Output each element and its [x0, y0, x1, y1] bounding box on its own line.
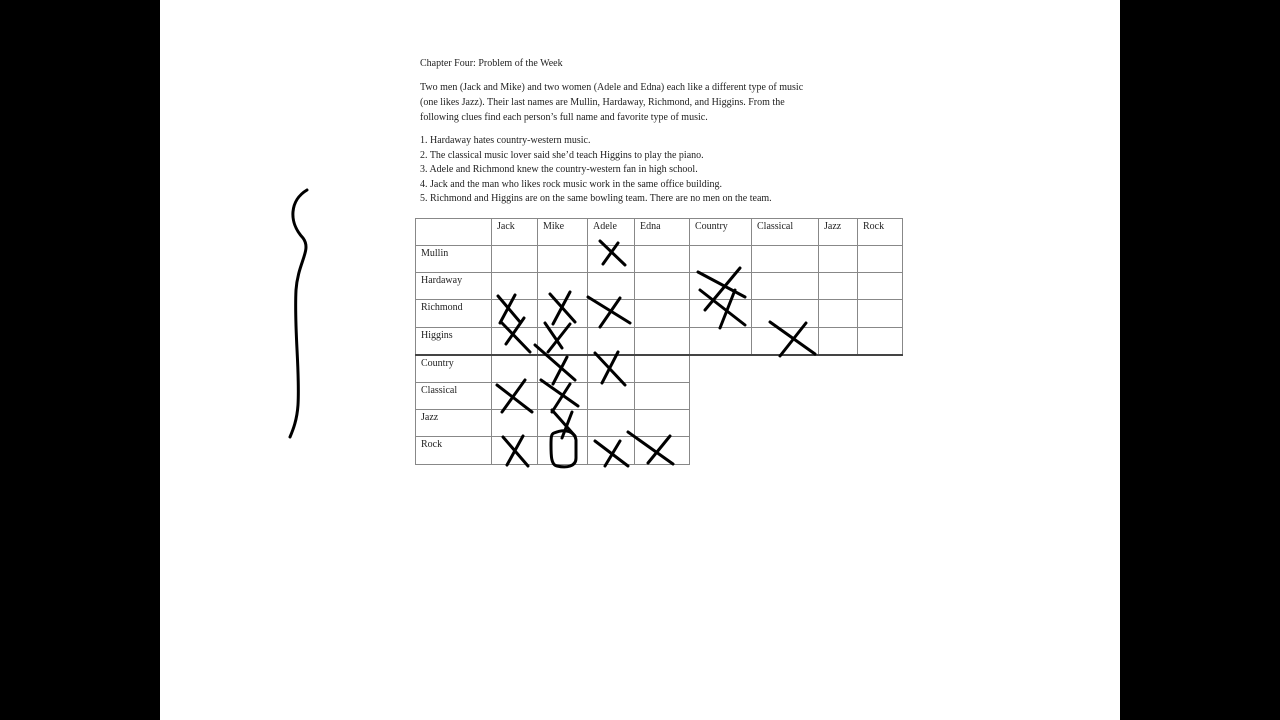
x-mark: [545, 323, 570, 352]
x-mark: [502, 318, 530, 352]
col-header-country: Country: [690, 219, 752, 246]
x-mark: [698, 268, 745, 310]
intro-line: following clues find each person’s full name and favorite type of music.: [420, 112, 708, 123]
row-header-classical: Classical: [416, 383, 492, 410]
clue-item: 5. Richmond and Higgins are on the same bowling team. There are no men on the team.: [420, 193, 772, 205]
col-header-mike: Mike: [538, 219, 588, 246]
x-mark: [535, 345, 575, 384]
clue-item: 1. Hardaway hates country-western music.: [420, 135, 591, 146]
x-mark: [541, 380, 578, 412]
clue-item: 2. The classical music lover said she’d teach Higgins to play the piano.: [420, 149, 704, 161]
col-header-edna: Edna: [635, 219, 690, 246]
bracket-mark: [290, 190, 307, 437]
x-mark: [600, 241, 625, 265]
x-mark: [770, 322, 815, 356]
x-mark: [588, 297, 630, 327]
intro-line: (one likes Jazz). Their last names are Mullin, Hardaway, Richmond, and Higgins. From the: [420, 97, 785, 108]
row-header-country: Country: [416, 355, 492, 383]
col-header-classical: Classical: [752, 219, 819, 246]
col-header-adele: Adele: [588, 219, 635, 246]
row-header-hardaway: Hardaway: [416, 273, 492, 300]
row-header-richmond: Richmond: [416, 300, 492, 328]
col-header-rock: Rock: [858, 219, 903, 246]
x-mark: [628, 432, 673, 464]
clue-item: 4. Jack and the man who likes rock music work in the same office building.: [420, 178, 722, 190]
row-header-rock: Rock: [416, 437, 492, 465]
page-title: Chapter Four: Problem of the Week: [420, 58, 563, 69]
row-header-jazz: Jazz: [416, 410, 492, 437]
x-mark: [550, 292, 575, 324]
x-mark: [497, 380, 532, 412]
col-header-jack: Jack: [492, 219, 538, 246]
col-header-jazz: Jazz: [819, 219, 858, 246]
x-mark: [595, 352, 625, 385]
row-header-mullin: Mullin: [416, 246, 492, 273]
x-mark: [595, 441, 628, 466]
x-mark: [503, 436, 528, 466]
x-mark: [498, 295, 520, 323]
intro-line: Two men (Jack and Mike) and two women (Adele and Edna) each like a different type of music: [420, 82, 804, 93]
clue-item: 3. Adele and Richmond knew the country-western fan in high school.: [420, 164, 698, 176]
row-header-higgins: Higgins: [416, 328, 492, 355]
